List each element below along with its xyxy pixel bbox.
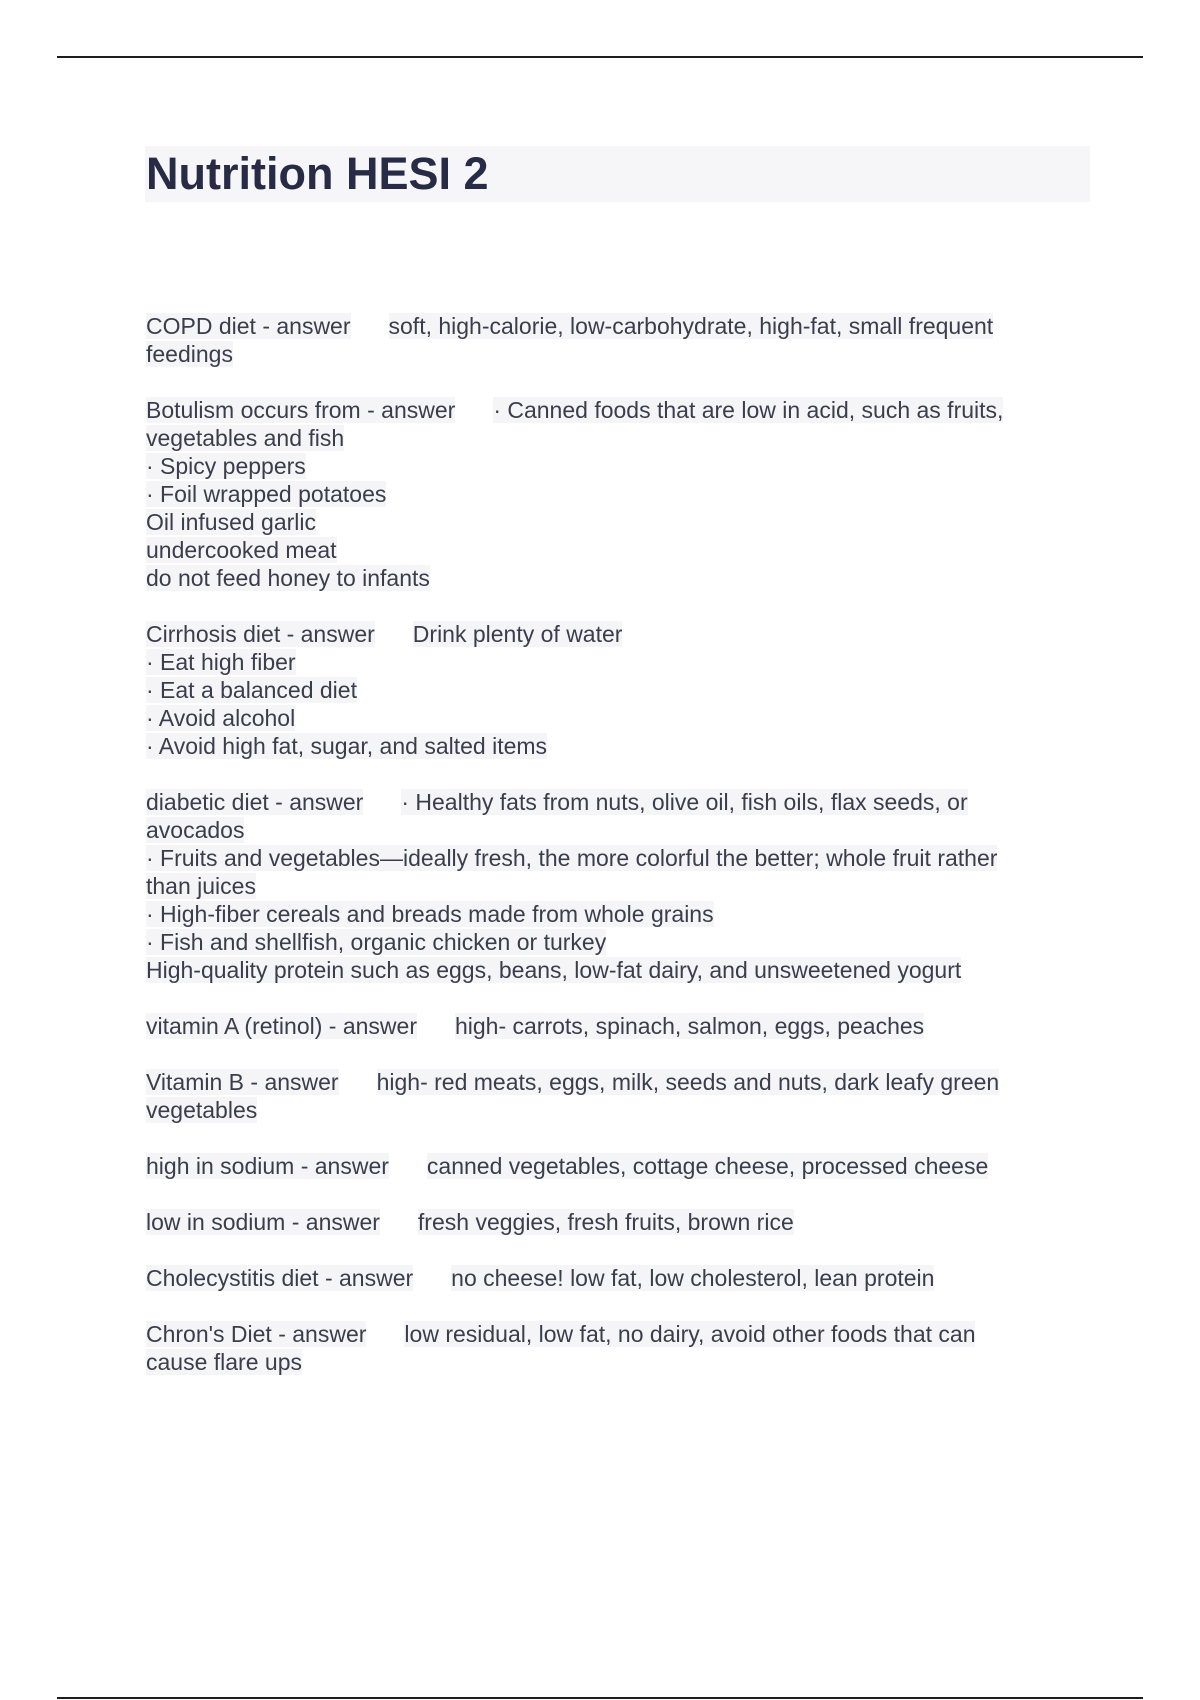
qa-line: [146, 536, 1076, 564]
qa-entry: [146, 620, 1076, 760]
answer-text: than juices: [146, 873, 256, 899]
answer-text: vegetables: [146, 1097, 258, 1123]
qa-line: [146, 844, 1076, 872]
qa-line: [146, 928, 1076, 956]
qa-entry: [146, 1264, 1076, 1292]
qa-line: [146, 452, 1076, 480]
answer-text: · High-fiber cereals and breads made from whole grains: [146, 901, 714, 927]
qa-entry: [146, 788, 1076, 984]
answer-text: no cheese! low fat, low cholesterol, lean protein: [451, 1265, 935, 1291]
qa-line: [146, 312, 1076, 340]
qa-line: [146, 872, 1076, 900]
question-term: Vitamin B - answer: [146, 1069, 339, 1095]
answer-text: · Spicy peppers: [146, 453, 306, 479]
answer-text: high- carrots, spinach, salmon, eggs, peaches: [454, 1013, 925, 1039]
qa-line: [146, 1264, 1076, 1292]
question-term: vitamin A (retinol) - answer: [146, 1013, 417, 1039]
answer-text: · Healthy fats from nuts, olive oil, fish oils, flax seeds, or: [401, 789, 968, 815]
question-term: diabetic diet - answer: [146, 789, 364, 815]
qa-line: [146, 788, 1076, 816]
qa-line: [146, 1152, 1076, 1180]
answer-text: High-quality protein such as eggs, beans, low-fat dairy, and unsweetened yogurt: [146, 957, 962, 983]
answer-text: · Eat high fiber: [146, 649, 296, 675]
qa-entry: [146, 1152, 1076, 1180]
qa-entry: [146, 396, 1076, 592]
answer-text: · Canned foods that are low in acid, such as fruits,: [493, 397, 1004, 423]
answer-text: vegetables and fish: [146, 425, 345, 451]
bottom-divider: [57, 1697, 1143, 1699]
qa-line: [146, 732, 1076, 760]
answer-text: soft, high-calorie, low-carbohydrate, high-fat, small frequent: [388, 313, 994, 339]
qa-line: [146, 1012, 1076, 1040]
question-term: Chron's Diet - answer: [146, 1321, 367, 1347]
qa-line: [146, 676, 1076, 704]
qa-entry: [146, 312, 1076, 368]
answer-text: avocados: [146, 817, 245, 843]
answer-text: feedings: [146, 341, 233, 367]
answer-text: · Fish and shellfish, organic chicken or turkey: [146, 929, 607, 955]
qa-line: [146, 648, 1076, 676]
answer-text: · Foil wrapped potatoes: [146, 481, 387, 507]
qa-line: [146, 1348, 1076, 1376]
question-term: Cirrhosis diet - answer: [146, 621, 375, 647]
answer-text: fresh veggies, fresh fruits, brown rice: [417, 1209, 794, 1235]
question-term: Cholecystitis diet - answer: [146, 1265, 414, 1291]
qa-list: [146, 312, 1076, 1404]
answer-text: · Avoid high fat, sugar, and salted items: [146, 733, 548, 759]
qa-entry: [146, 1068, 1076, 1124]
qa-line: [146, 340, 1076, 368]
answer-text: Oil infused garlic: [146, 509, 317, 535]
question-term: low in sodium - answer: [146, 1209, 380, 1235]
question-term: Botulism occurs from - answer: [146, 397, 456, 423]
answer-text: Drink plenty of water: [412, 621, 623, 647]
qa-entry: [146, 1208, 1076, 1236]
question-term: high in sodium - answer: [146, 1153, 389, 1179]
answer-text: canned vegetables, cottage cheese, processed cheese: [426, 1153, 989, 1179]
qa-line: [146, 1068, 1076, 1096]
qa-line: [146, 424, 1076, 452]
qa-line: [146, 396, 1076, 424]
qa-line: [146, 1208, 1076, 1236]
qa-line: [146, 816, 1076, 844]
qa-line: [146, 900, 1076, 928]
qa-line: [146, 1320, 1076, 1348]
qa-line: [146, 956, 1076, 984]
answer-text: · Eat a balanced diet: [146, 677, 357, 703]
top-divider: [57, 56, 1143, 58]
qa-line: [146, 480, 1076, 508]
qa-line: [146, 704, 1076, 732]
qa-entry: [146, 1320, 1076, 1376]
answer-text: undercooked meat: [146, 537, 337, 563]
question-term: COPD diet - answer: [146, 313, 351, 339]
qa-line: [146, 620, 1076, 648]
answer-text: high- red meats, eggs, milk, seeds and nuts, dark leafy green: [376, 1069, 1000, 1095]
answer-text: do not feed honey to infants: [146, 565, 430, 591]
qa-entry: [146, 1012, 1076, 1040]
page-title: Nutrition HESI 2: [146, 148, 489, 199]
qa-line: [146, 508, 1076, 536]
qa-line: [146, 1096, 1076, 1124]
answer-text: · Fruits and vegetables—ideally fresh, the more colorful the better; whole fruit rather: [146, 845, 998, 871]
answer-text: cause flare ups: [146, 1349, 302, 1375]
qa-line: [146, 564, 1076, 592]
answer-text: low residual, low fat, no dairy, avoid other foods that can: [404, 1321, 976, 1347]
answer-text: · Avoid alcohol: [146, 705, 296, 731]
